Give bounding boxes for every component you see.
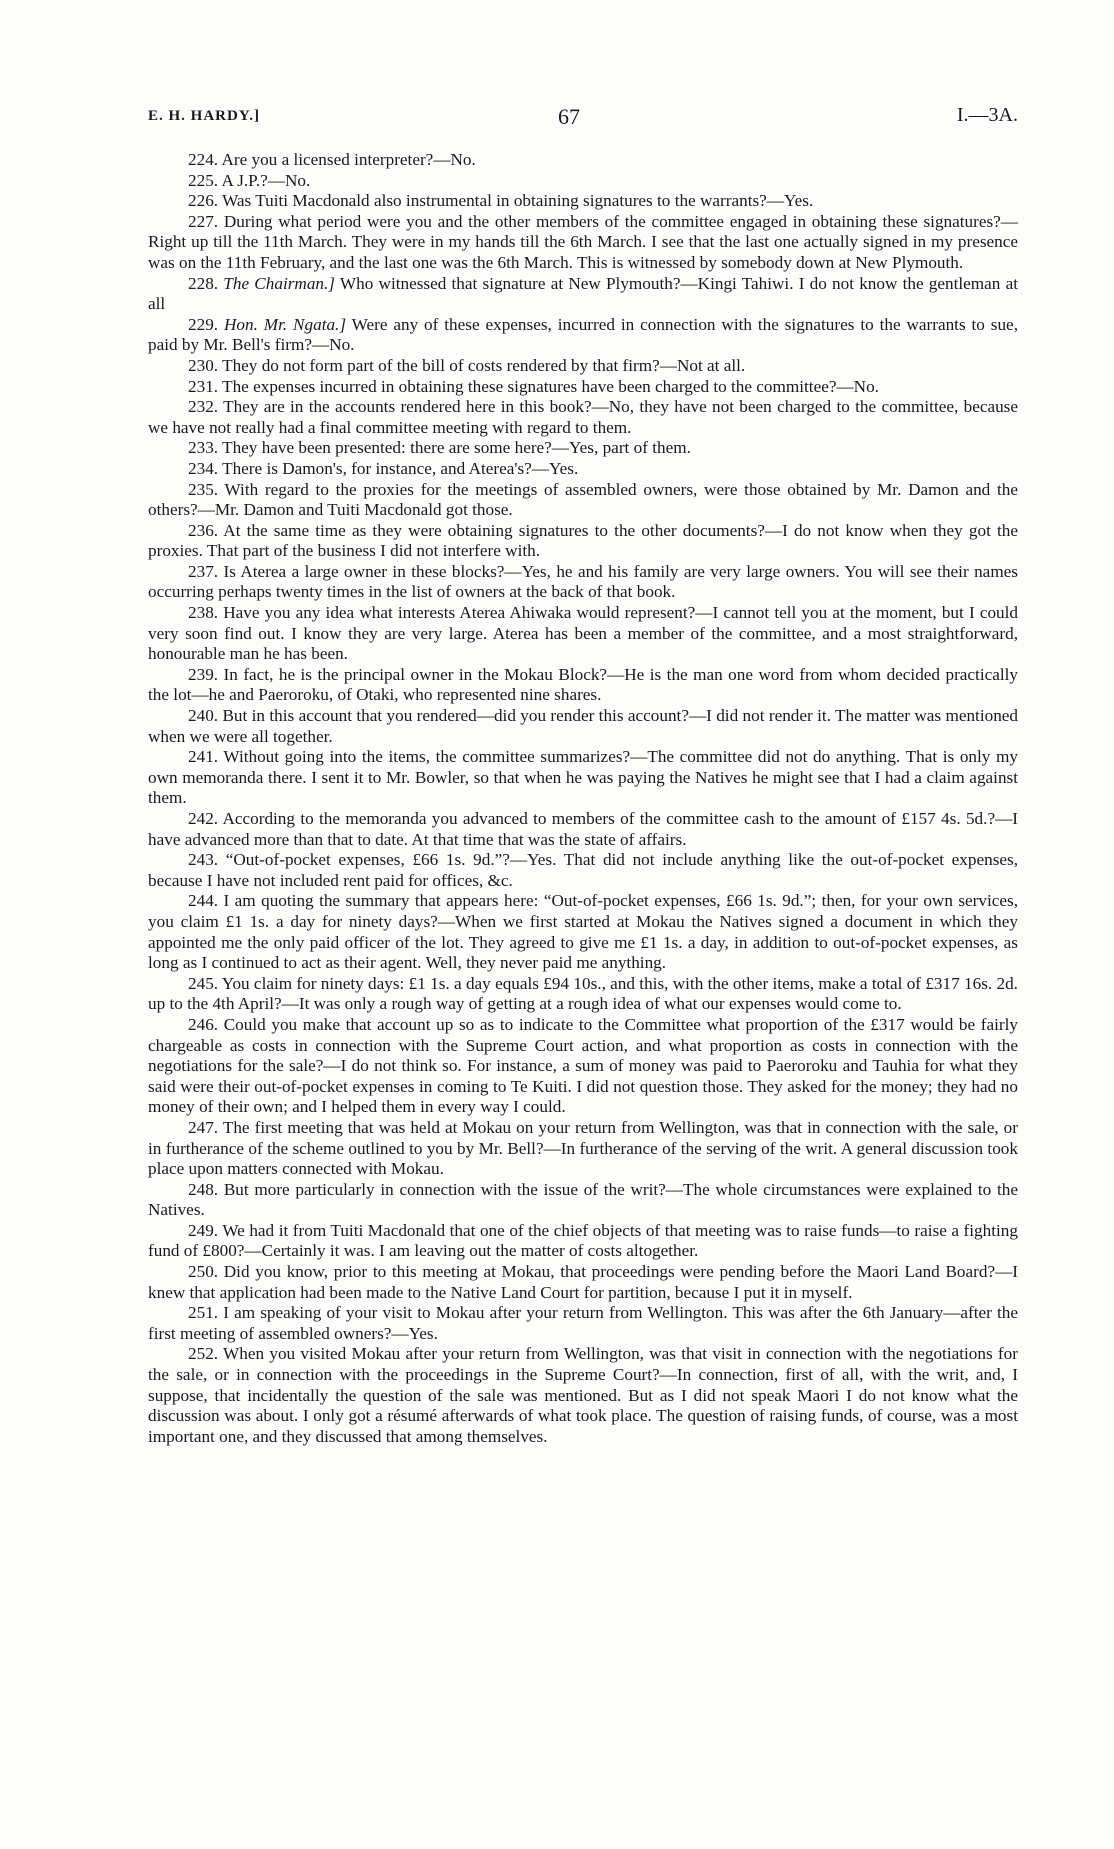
question-234: 234. There is Damon's, for instance, and Aterea's?—Yes. [188,458,579,478]
question-240: 240. But in this account that you rendered—did you render this account?—I did not render it. The matter was mentioned when we were all together. [148,706,1019,746]
question-230: 230. They do not form part of the bill of costs rendered by that firm?—Not at all. [188,355,746,375]
evidence-text [148,150,1018,1447]
question-229: 229. Hon. Mr. Ngata.] Were any of these expenses, incurred in connection with the signatures to the warrants to sue, paid by Mr. Bell's firm?—No. [148,314,1018,355]
page-header [148,104,1018,134]
question-228: 228. The Chairman.] Who witnessed that signature at New Plymouth?—Kingi Tahiwi. I do not know the gentleman at all [148,273,1019,314]
page-number: 67 [558,104,580,129]
question-236: 236. At the same time as they were obtaining signatures to the other documents?—I do not know when they got the proxies. That part of the business I did not interfere with. [148,520,1018,561]
question-245: 245. You claim for ninety days: £1 1s. a day equals £94 10s., and this, with the other items, make a total of £317 16s. 2d. up to the 4th April?—It was only a rough way of getting at a rough idea of what our expenses would come to. [148,973,1018,1014]
question-244: 244. I am quoting the summary that appears here: “Out-of-pocket expenses, £66 1s. 9d.”; then, for your own services, you claim £1 1s. a day for ninety days?—When we first started at Mokau the Natives signed a document in which they appointed me the only paid officer of the lot. They agreed to give me £1 1s. a day, in addition to out-of-pocket expenses, as long as I continued to act as their agent. Well, they never paid me anything. [148,891,1019,973]
question-232: 232. They are in the accounts rendered here in this book?—No, they have not been charged to the committee, because we have not really had a final committee meeting with regard to them. [148,397,1018,437]
question-243: 243. “Out-of-pocket expenses, £66 1s. 9d.”?—Yes. That did not include anything like the out-of-pocket expenses, because I have not included rent paid for offices, &c. [148,850,1018,890]
question-238: 238. Have you any idea what interests Aterea Ahiwaka would represent?—I cannot tell you at the moment, but I could very soon find out. I know they are very large. Aterea has been a member of the committee, and a most straightforward, honourable man he has been. [148,603,1019,664]
witness-name: E. H. HARDY.] [148,108,261,124]
question-251: 251. I am speaking of your visit to Mokau after your return from Wellington. This was after the 6th January—after the first meeting of assembled owners?—Yes. [148,1303,1018,1343]
question-224: 224. Are you a licensed interpreter?—No. [188,150,476,169]
question-226: 226. Was Tuiti Macdonald also instrumental in obtaining signatures to the warrants?—Yes. [188,191,814,211]
paper-reference: I.—3A. [956,104,1018,126]
question-237: 237. Is Aterea a large owner in these blocks?—Yes, he and his family are very large owners. You will see their names occurring perhaps twenty times in the list of owners at the back of that book. [148,561,1019,602]
question-242: 242. According to the memoranda you advanced to members of the committee cash to the amount of £157 4s. 5d.?—I have advanced more than that to date. At that time that was the state of affairs. [148,809,1018,849]
question-246: 246. Could you make that account up so as to indicate to the Committee what proportion of the £317 would be fairly chargeable as costs in connection with the Supreme Court action, and what proportion as costs in connection with the negotiations for the sale?—I do not think so. For instance, a sum of money was paid to Paeroroku and Tauhia for what they said were their out-of-pocket expenses in coming to Te Kuiti. I did not question those. They asked for the money; they had no money of their own; and I helped them in every way I could. [148,1014,1019,1117]
question-227: 227. During what period were you and the other members of the committee engaged in obtaining these signatures?—Right up till the 11th March. They were in my hands till the 6th March. I see that the last one actually signed in my presence was on the 11th February, and the last one was the 6th March. This is witnessed by somebody down at New Plymouth. [148,211,1018,272]
question-225: 225. A J.P.?—No. [188,170,311,190]
speaker-label: The Chairman.] [223,273,335,293]
question-247: 247. The first meeting that was held at Mokau on your return from Wellington, was that in connection with the sale, or in furtherance of the scheme outlined to you by Mr. Bell?—In furtherance of the serving of the writ. A general discussion took place upon matters connected with Mokau. [148,1117,1018,1179]
question-250: 250. Did you know, prior to this meeting at Mokau, that proceedings were pending before the Maori Land Board?—I knew that application had been made to the Native Land Court for partition, because I put it in myself. [148,1262,1019,1302]
question-248: 248. But more particularly in connection with the issue of the writ?—The whole circumstances were explained to the Natives. [148,1179,1019,1220]
speaker-label: Hon. Mr. Ngata.] [223,314,347,334]
question-241: 241. Without going into the items, the committee summarizes?—The committee did not do anything. That is only my own memoranda there. I sent it to Mr. Bowler, so that when he was paying the Natives he might see that I had a claim against them. [148,747,1018,808]
question-235: 235. With regard to the proxies for the meetings of assembled owners, were those obtained by Mr. Damon and the others?—Mr. Damon and Tuiti Macdonald got those. [148,479,1018,520]
question-231: 231. The expenses incurred in obtaining these signatures have been charged to the committee?—No. [188,376,879,396]
question-239: 239. In fact, he is the principal owner in the Mokau Block?—He is the man one word from whom decided practically the lot—he and Paeroroku, of Otaki, who represented nine shares. [148,664,1018,705]
question-252: 252. When you visited Mokau after your return from Wellington, was that visit in connection with the negotiations for the sale, or in connection with the proceedings in the Supreme Court?—In connection, first of all, with the writ, and, I suppose, that incidentally the question of the sale was mentioned. But as I did not speak Maori I do not know what the discussion was about. I only got a résumé afterwards of what took place. The question of raising funds, of course, was a most important one, and they discussed that among themselves. [148,1344,1018,1446]
question-249: 249. We had it from Tuiti Macdonald that one of the chief objects of that meeting was to raise funds—to raise a fighting fund of £800?—Certainly it was. I am leaving out the matter of costs altogether. [148,1220,1018,1261]
question-233: 233. They have been presented: there are some here?—Yes, part of them. [188,438,691,458]
